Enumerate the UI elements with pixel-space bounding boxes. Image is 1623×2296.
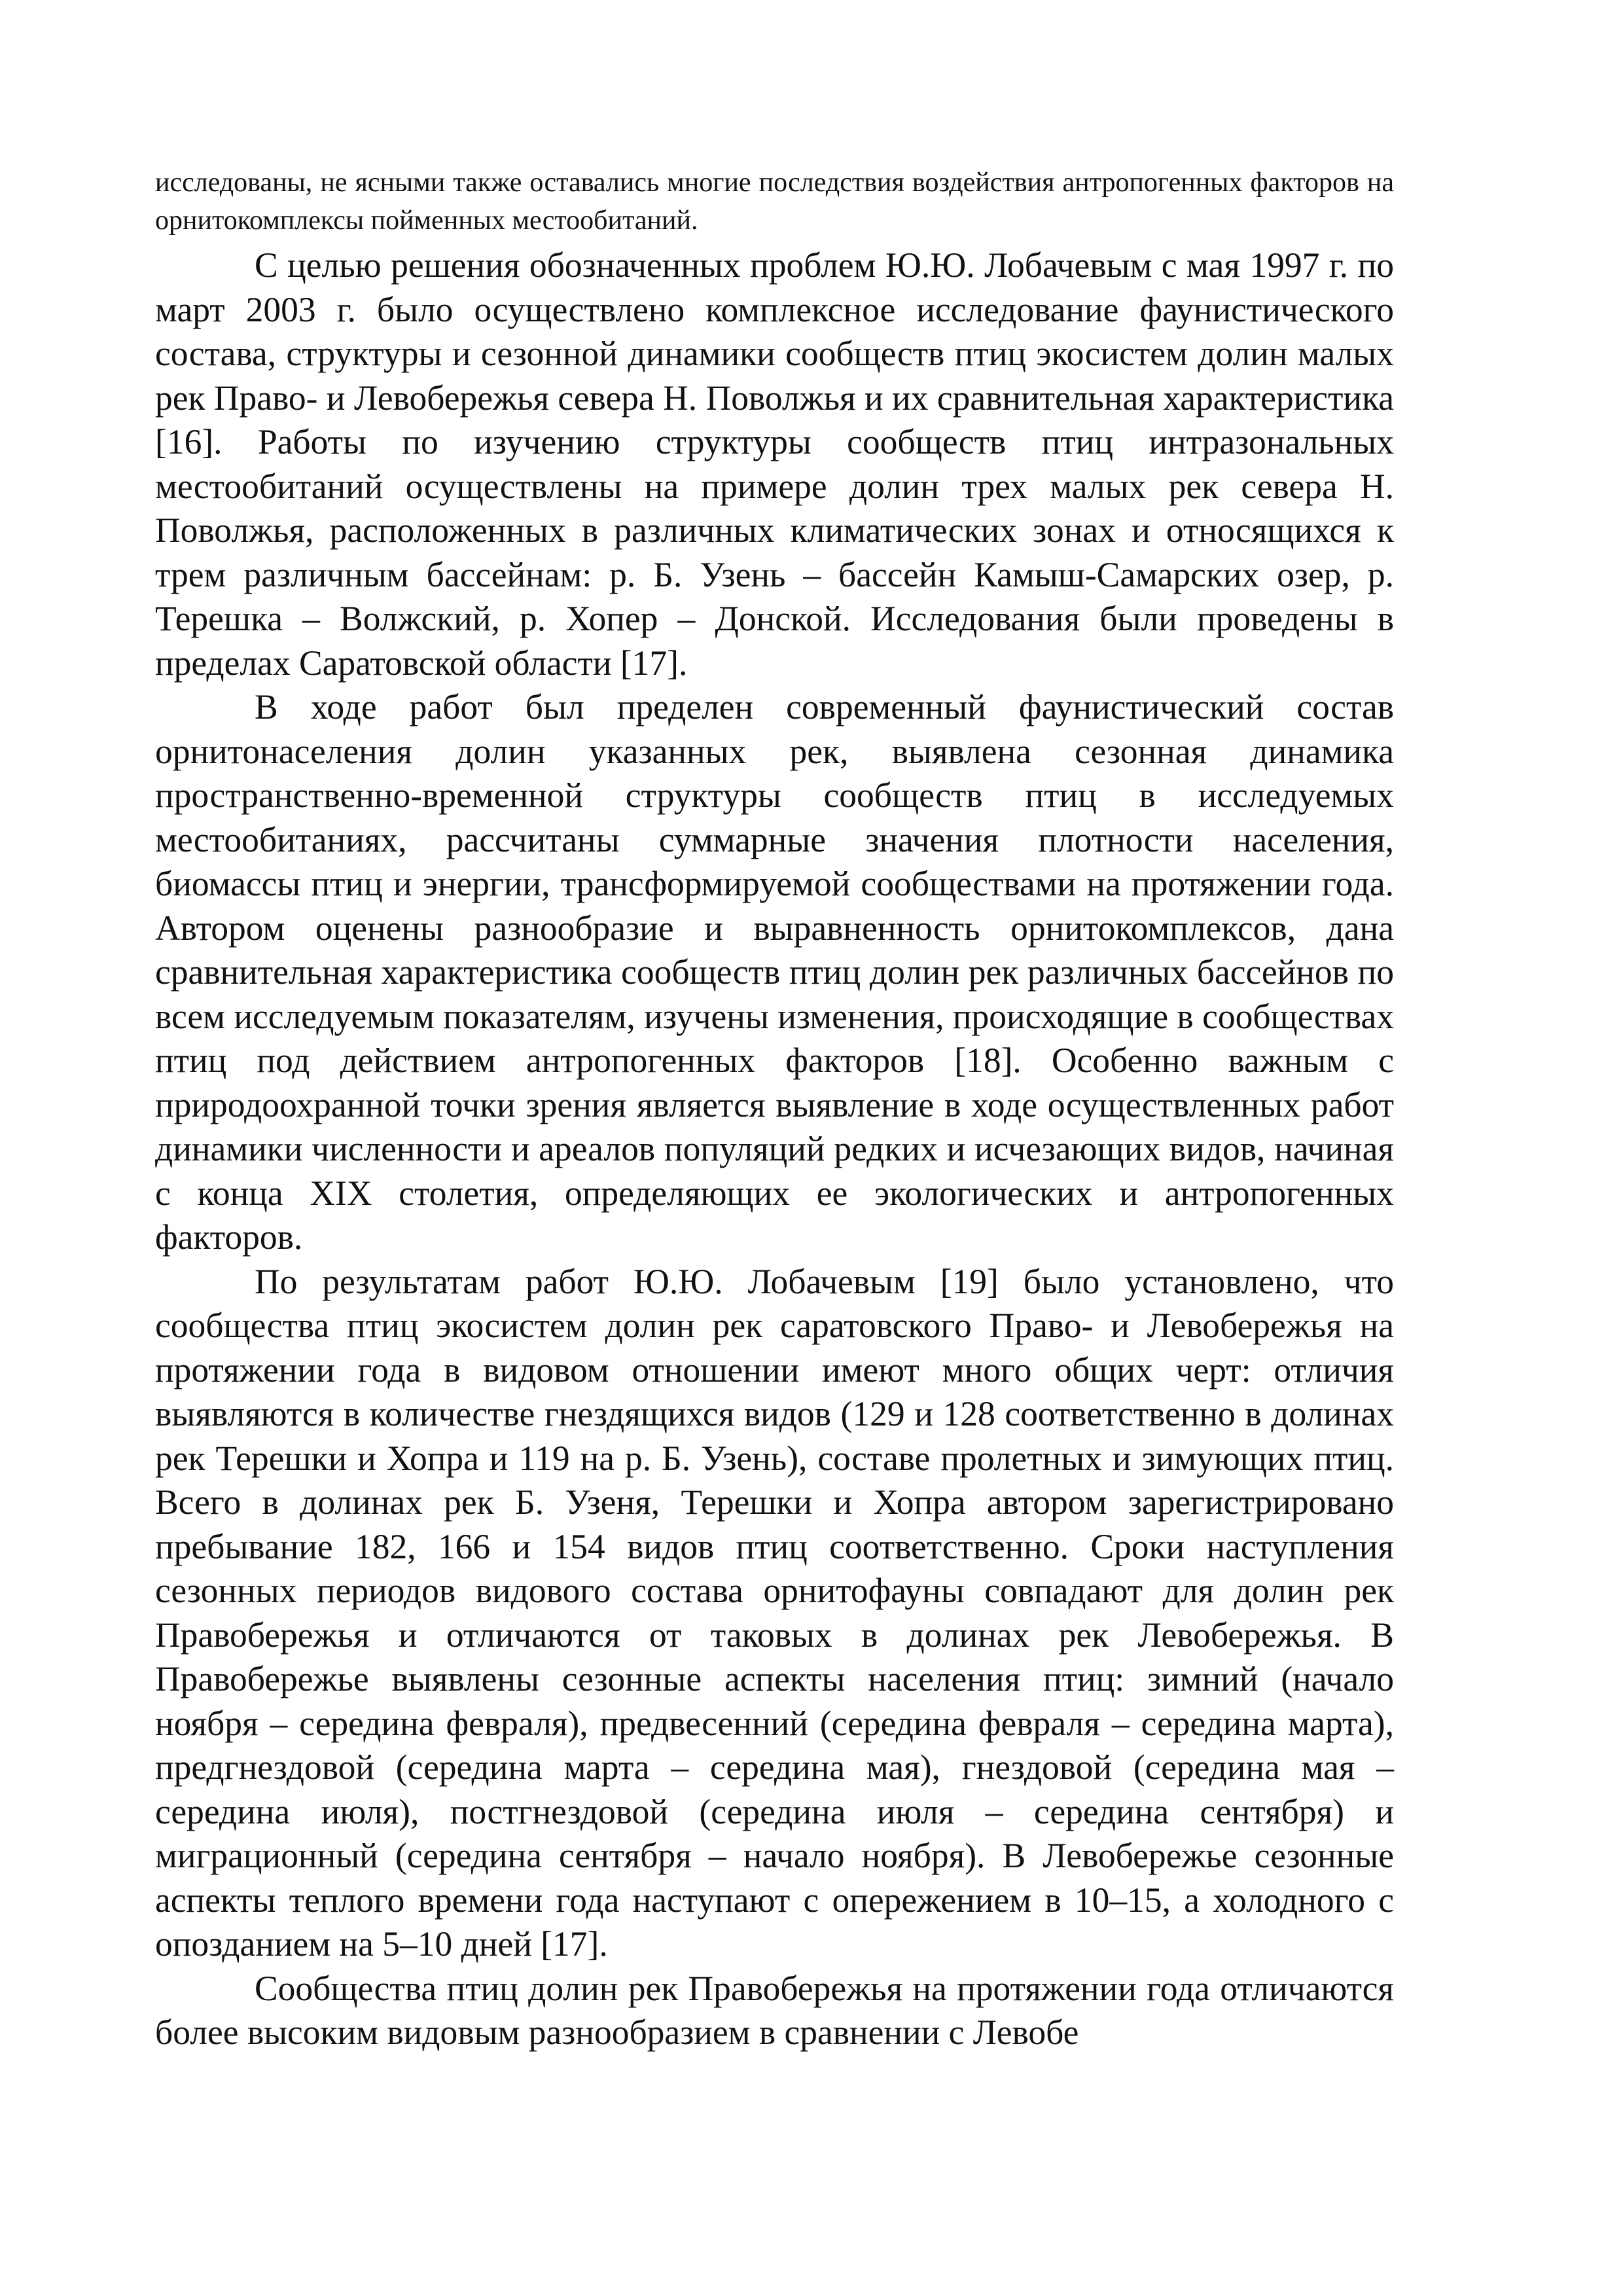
paragraph-research-goals: С целью решения обозначенных проблем Ю.Ю. Лобачевым с мая 1997 г. по март 2003 г. было осуществлено комплексное исследование фаунистического состава, структуры и сезонной динамики сообществ птиц экосистем долин малых рек Право- и Левобережья севера Н. Поволжья и их сравнительная характеристика [16]. Работы по изучению структуры сообществ птиц интразональных местообитаний осуществлены на примере долин трех малых рек севера Н. Поволжья, расположенных в различных климатических зонах и относящихся к трем различным бассейнам: р. Б. Узень – бассейн Камыш-Самарских озер, р. Терешка – Волжский, р. Хопер – Донской. Исследования были проведены в пределах Саратовской области [17]. xyxy=(155,245,1394,683)
paragraph-findings: По результатам работ Ю.Ю. Лобачевым [19] было установлено, что сообщества птиц экосистем долин рек саратовского Право- и Левобережья на протяжении года в видовом отношении имеют много общих черт: отличия выявляются в количестве гнездящихся видов (129 и 128 соответственно в долинах рек Терешки и Хопра и 119 на р. Б. Узень), составе пролетных и зимующих птиц. Всего в долинах рек Б. Узеня, Терешки и Хопра автором зарегистрировано пребывание 182, 166 и 154 видов птиц соответственно. Сроки наступления сезонных периодов видового состава орнитофауны совпадают для долин рек Правобережья и отличаются от таковых в долинах рек Левобережья. В Правобережье выявлены сезонные аспекты населения птиц: зимний (начало ноября – середина февраля), предвесенний (середина февраля – середина марта), предгнездовой (середина марта – середина мая), гнездовой (середина мая – середина июля), постгнездовой (середина июля – середина сентября) и миграционный (середина сентября – начало ноября). В Левобережье сезонные аспекты теплого времени года наступают с опережением в 10–15, а холодного с опозданием на 5–10 дней [17]. xyxy=(155,1261,1394,1964)
paragraph-work-results: В ходе работ был пределен современный фаунистический состав орнитонаселения долин указанных рек, выявлена сезонная динамика пространственно-временной структуры сообществ птиц в исследуемых местообитаниях, рассчитаны суммарные значения плотности населения, биомассы птиц и энергии, трансформируемой сообществами на протяжении года. Автором оценены разнообразие и выравненность орнитокомплексов, дана сравнительная характеристика сообществ птиц долин рек различных бассейнов по всем исследуемым показателям, изучены изменения, происходящие в сообществах птиц под действием антропогенных факторов [18]. Особенно важным с природоохранной точки зрения является выявление в ходе осуществленных работ динамики численности и ареалов популяций редких и исчезающих видов, начиная с конца XIX столетия, определяющих ее экологических и антропогенных факторов. xyxy=(155,687,1394,1257)
document-page xyxy=(155,164,1394,2055)
paragraph-comparison: Сообщества птиц долин рек Правобережья на протяжении года отличаются более высоким видовым разнообразием в сравнении с Левобе xyxy=(155,1968,1394,2052)
lead-paragraph: исследованы, не ясными также оставались многие последствия воздействия антропогенных факторов на орнитокомплексы пойменных местообитаний. xyxy=(155,168,1394,236)
